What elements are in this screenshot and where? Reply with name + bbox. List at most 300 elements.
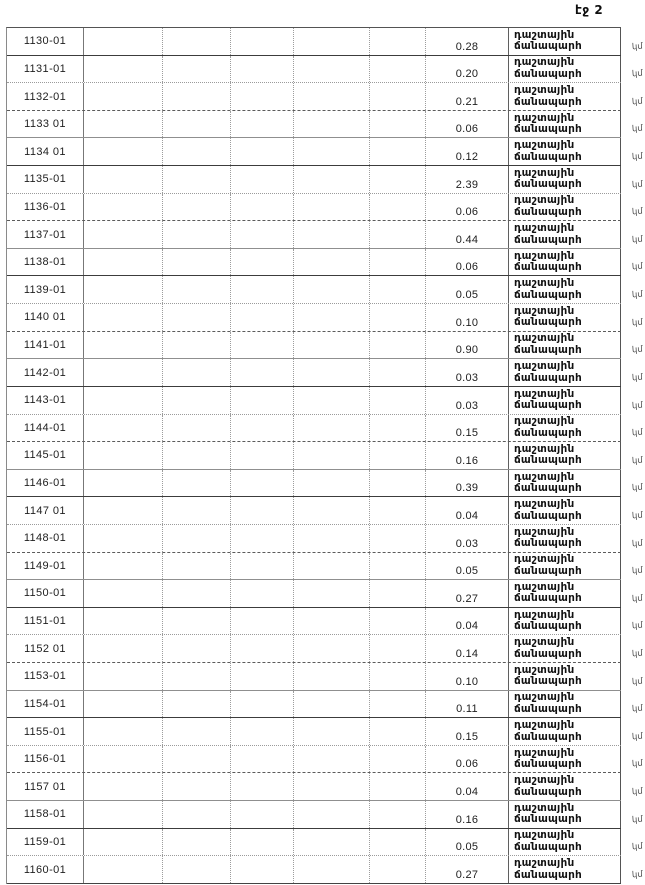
row-value: 0.44 <box>455 233 479 246</box>
road-type-cell <box>509 691 621 718</box>
road-type-line2: ճանապարհ <box>514 730 582 743</box>
empty-cell-1 <box>84 525 163 552</box>
road-type-cell <box>509 304 621 331</box>
unit-label: կմ <box>631 676 644 687</box>
road-type-line1: դաշտային <box>514 580 575 593</box>
row-id-cell <box>7 387 84 414</box>
road-type-line2: ճանապարհ <box>514 868 582 881</box>
empty-cell-1 <box>84 276 163 303</box>
row-id-cell <box>7 718 84 745</box>
road-type-line2: ճանապարհ <box>514 40 582 53</box>
row-value: 0.28 <box>455 40 479 53</box>
road-type-cell <box>509 497 621 524</box>
unit-label: կմ <box>631 869 644 881</box>
empty-cell-1 <box>84 746 163 773</box>
row-value: 0.04 <box>455 509 479 522</box>
empty-cell-3 <box>231 635 294 662</box>
unit-label: կմ <box>631 151 644 163</box>
row-id: 1148-01 <box>23 532 67 545</box>
road-type-line1: դաշտային <box>514 636 575 649</box>
empty-cell-5 <box>370 663 426 690</box>
unit-label: կմ <box>631 234 644 246</box>
empty-cell-1 <box>84 359 163 386</box>
unit-label: կմ <box>631 538 644 549</box>
empty-cell-5 <box>370 580 426 607</box>
road-type-line2: ճանապարհ <box>514 785 582 798</box>
row-id: 1152 01 <box>24 642 66 655</box>
row-id-cell <box>7 746 84 773</box>
row-value-cell <box>426 608 509 635</box>
table-row <box>7 249 644 277</box>
road-type-line1: դաշտային <box>514 857 575 870</box>
row-value-cell <box>426 304 509 331</box>
row-id: 1160-01 <box>23 863 67 876</box>
unit-label: կմ <box>631 372 644 384</box>
empty-cell-3 <box>231 276 294 303</box>
empty-cell-3 <box>231 359 294 386</box>
empty-cell-5 <box>370 773 426 800</box>
empty-cell-3 <box>231 663 294 690</box>
row-id-cell <box>7 801 84 828</box>
row-id: 1139-01 <box>23 283 67 296</box>
unit-label: կմ <box>631 206 644 218</box>
road-type-line2: ճանապարհ <box>514 67 582 80</box>
empty-cell-1 <box>84 470 163 497</box>
road-type-line2: ճանապարհ <box>514 261 582 274</box>
row-id-cell <box>7 635 84 662</box>
row-value: 0.11 <box>456 703 478 716</box>
row-value-cell <box>426 801 509 828</box>
empty-cell-5 <box>370 138 426 165</box>
unit-label: կմ <box>631 455 644 467</box>
row-id: 1144-01 <box>23 421 67 434</box>
road-type-line1: դաշտային <box>514 387 575 400</box>
road-type-line1: դաշտային <box>514 525 575 538</box>
empty-cell-3 <box>231 304 294 331</box>
unit-label: կմ <box>631 41 644 52</box>
row-id-cell <box>7 691 84 718</box>
empty-cell-4 <box>294 525 370 552</box>
empty-cell-4 <box>294 387 370 414</box>
table-row <box>7 829 644 857</box>
empty-cell-4 <box>294 718 370 745</box>
empty-cell-3 <box>231 470 294 497</box>
empty-cell-4 <box>294 138 370 165</box>
empty-cell-1 <box>84 718 163 745</box>
row-id: 1130-01 <box>23 35 67 48</box>
road-type-cell <box>509 221 621 248</box>
empty-cell-5 <box>370 525 426 552</box>
empty-cell-2 <box>163 691 231 718</box>
empty-cell-3 <box>231 28 294 55</box>
row-value-cell <box>426 691 509 718</box>
empty-cell-5 <box>370 111 426 138</box>
empty-cell-2 <box>163 387 231 414</box>
row-value: 0.15 <box>455 730 479 743</box>
empty-cell-5 <box>370 359 426 386</box>
empty-cell-2 <box>163 553 231 580</box>
empty-cell-4 <box>294 221 370 248</box>
row-id: 1134 01 <box>24 145 66 158</box>
empty-cell-3 <box>231 221 294 248</box>
road-type-line2: ճանապարհ <box>514 840 582 853</box>
table-row <box>7 194 644 222</box>
unit-label: կմ <box>631 482 644 494</box>
row-value: 0.06 <box>455 758 479 771</box>
road-type-line1: դաշտային <box>514 83 575 96</box>
empty-cell-5 <box>370 718 426 745</box>
empty-cell-4 <box>294 691 370 718</box>
table-row <box>7 221 644 249</box>
row-value: 0.10 <box>455 316 479 329</box>
unit-label: կմ <box>631 400 644 411</box>
empty-cell-2 <box>163 801 231 828</box>
empty-cell-3 <box>231 691 294 718</box>
road-type-line1: դաշտային <box>514 718 575 731</box>
road-type-cell <box>509 83 621 110</box>
road-type-line1: դաշտային <box>514 774 575 787</box>
row-id: 1131-01 <box>23 62 67 75</box>
unit-label: կմ <box>631 786 644 798</box>
empty-cell-3 <box>231 249 294 276</box>
empty-cell-5 <box>370 28 426 55</box>
table-row <box>7 746 644 774</box>
table-row <box>7 56 644 84</box>
road-type-line1: դաշտային <box>514 28 575 41</box>
empty-cell-1 <box>84 829 163 856</box>
table-row <box>7 525 644 553</box>
empty-cell-2 <box>163 332 231 359</box>
row-id-cell <box>7 470 84 497</box>
empty-cell-5 <box>370 801 426 828</box>
row-id: 1133 01 <box>24 118 66 131</box>
unit-label: կմ <box>631 262 644 273</box>
road-type-line1: դաշտային <box>514 360 575 373</box>
empty-cell-3 <box>231 525 294 552</box>
empty-cell-3 <box>231 608 294 635</box>
empty-cell-4 <box>294 304 370 331</box>
road-type-cell <box>509 166 621 193</box>
row-value: 0.03 <box>455 399 479 412</box>
row-id-cell <box>7 856 84 883</box>
empty-cell-2 <box>163 359 231 386</box>
row-id: 1147 01 <box>24 504 66 517</box>
row-id-cell <box>7 332 84 359</box>
road-type-line2: ճանապարհ <box>514 647 582 660</box>
row-value-cell <box>426 332 509 359</box>
empty-cell-1 <box>84 194 163 221</box>
empty-cell-1 <box>84 663 163 690</box>
row-id-cell <box>7 83 84 110</box>
table-row <box>7 276 644 304</box>
empty-cell-5 <box>370 194 426 221</box>
road-type-cell <box>509 608 621 635</box>
table-row <box>7 166 644 194</box>
row-value-cell <box>426 83 509 110</box>
empty-cell-3 <box>231 387 294 414</box>
row-id-cell <box>7 442 84 469</box>
road-list-table <box>6 27 644 884</box>
road-type-line2: ճանապարհ <box>514 564 582 577</box>
table-row <box>7 359 644 387</box>
road-type-line2: ճանապարհ <box>514 675 582 688</box>
empty-cell-4 <box>294 359 370 386</box>
road-type-cell <box>509 442 621 469</box>
row-value-cell <box>426 525 509 552</box>
road-type-cell <box>509 580 621 607</box>
row-id: 1150-01 <box>23 587 67 600</box>
empty-cell-3 <box>231 497 294 524</box>
table-row <box>7 801 644 829</box>
empty-cell-4 <box>294 194 370 221</box>
empty-cell-3 <box>231 746 294 773</box>
empty-cell-5 <box>370 691 426 718</box>
empty-cell-2 <box>163 746 231 773</box>
row-id: 1149-01 <box>23 559 67 572</box>
row-value: 0.04 <box>455 620 479 633</box>
empty-cell-4 <box>294 553 370 580</box>
row-value: 0.16 <box>455 454 479 467</box>
empty-cell-1 <box>84 249 163 276</box>
empty-cell-2 <box>163 856 231 883</box>
row-id: 1146-01 <box>23 477 67 490</box>
road-type-cell <box>509 856 621 883</box>
row-id-cell <box>7 773 84 800</box>
empty-cell-4 <box>294 773 370 800</box>
empty-cell-4 <box>294 746 370 773</box>
empty-cell-2 <box>163 276 231 303</box>
table-row <box>7 304 644 332</box>
table-row <box>7 415 644 443</box>
row-value: 0.21 <box>455 95 479 108</box>
table-row <box>7 470 644 498</box>
empty-cell-3 <box>231 332 294 359</box>
unit-label: կմ <box>631 68 644 80</box>
empty-cell-4 <box>294 442 370 469</box>
row-id: 1155-01 <box>23 725 67 738</box>
empty-cell-2 <box>163 608 231 635</box>
road-type-line1: դաշտային <box>514 801 575 814</box>
road-type-cell <box>509 829 621 856</box>
empty-cell-5 <box>370 856 426 883</box>
empty-cell-4 <box>294 470 370 497</box>
table-row <box>7 497 644 525</box>
empty-cell-1 <box>84 332 163 359</box>
road-type-cell <box>509 249 621 276</box>
row-id: 1138-01 <box>23 256 67 269</box>
unit-label: կմ <box>631 179 644 191</box>
unit-label: կմ <box>631 814 644 826</box>
row-id-cell <box>7 553 84 580</box>
row-id-cell <box>7 829 84 856</box>
row-value-cell <box>426 635 509 662</box>
empty-cell-3 <box>231 194 294 221</box>
empty-cell-1 <box>84 801 163 828</box>
table-row <box>7 773 644 801</box>
empty-cell-2 <box>163 718 231 745</box>
empty-cell-4 <box>294 111 370 138</box>
empty-cell-1 <box>84 608 163 635</box>
empty-cell-4 <box>294 829 370 856</box>
table-row <box>7 332 644 360</box>
table-row <box>7 635 644 663</box>
road-type-line2: ճանապարհ <box>514 371 582 384</box>
empty-cell-2 <box>163 470 231 497</box>
row-value: 0.14 <box>455 648 479 661</box>
road-type-cell <box>509 553 621 580</box>
empty-cell-4 <box>294 415 370 442</box>
row-value-cell <box>426 580 509 607</box>
row-id: 1137-01 <box>23 228 67 241</box>
row-id-cell <box>7 663 84 690</box>
unit-label: կմ <box>631 96 644 108</box>
row-value-cell <box>426 194 509 221</box>
empty-cell-2 <box>163 525 231 552</box>
row-value-cell <box>426 773 509 800</box>
empty-cell-2 <box>163 635 231 662</box>
table-row <box>7 663 644 691</box>
row-value-cell <box>426 663 509 690</box>
road-type-cell <box>509 194 621 221</box>
empty-cell-4 <box>294 332 370 359</box>
empty-cell-4 <box>294 663 370 690</box>
table-row <box>7 553 644 581</box>
table-row <box>7 111 644 139</box>
unit-label: կմ <box>631 593 644 605</box>
row-value: 0.10 <box>455 675 479 688</box>
empty-cell-2 <box>163 829 231 856</box>
row-value: 0.90 <box>455 344 479 357</box>
row-id: 1143-01 <box>23 394 67 407</box>
road-type-line2: ճանապարհ <box>514 813 582 826</box>
empty-cell-1 <box>84 138 163 165</box>
row-value-cell <box>426 746 509 773</box>
road-type-line1: դաշտային <box>514 415 575 428</box>
empty-cell-4 <box>294 249 370 276</box>
empty-cell-1 <box>84 773 163 800</box>
row-value: 0.27 <box>455 868 479 881</box>
road-type-cell <box>509 415 621 442</box>
empty-cell-1 <box>84 635 163 662</box>
row-value: 0.06 <box>455 206 479 219</box>
road-type-line2: ճանապարհ <box>514 426 582 439</box>
unit-label: կմ <box>631 759 644 770</box>
row-id-cell <box>7 28 84 55</box>
empty-cell-3 <box>231 138 294 165</box>
road-type-cell <box>509 56 621 83</box>
row-id: 1132-01 <box>23 90 67 103</box>
row-id: 1159-01 <box>23 835 67 848</box>
row-value: 0.39 <box>455 482 479 495</box>
row-id: 1136-01 <box>23 200 67 213</box>
road-type-line1: դաշտային <box>514 553 575 566</box>
row-value: 0.03 <box>455 537 479 550</box>
unit-label: կմ <box>631 703 644 715</box>
empty-cell-1 <box>84 166 163 193</box>
empty-cell-1 <box>84 304 163 331</box>
empty-cell-3 <box>231 829 294 856</box>
empty-cell-5 <box>370 221 426 248</box>
road-type-line1: դաշտային <box>514 829 575 842</box>
empty-cell-3 <box>231 415 294 442</box>
road-type-cell <box>509 525 621 552</box>
row-value-cell <box>426 497 509 524</box>
row-value-cell <box>426 387 509 414</box>
unit-label: կմ <box>631 621 644 632</box>
road-type-line2: ճանապարհ <box>514 316 582 329</box>
road-type-cell <box>509 359 621 386</box>
empty-cell-3 <box>231 442 294 469</box>
empty-cell-1 <box>84 580 163 607</box>
row-value: 0.05 <box>455 841 479 854</box>
empty-cell-2 <box>163 194 231 221</box>
row-id: 1157 01 <box>24 780 66 793</box>
table-row <box>7 28 644 56</box>
road-type-line2: ճանապարհ <box>514 702 582 715</box>
table-row <box>7 138 644 166</box>
empty-cell-1 <box>84 111 163 138</box>
empty-cell-4 <box>294 166 370 193</box>
road-type-line1: դաշտային <box>514 442 575 455</box>
road-type-line2: ճանապարհ <box>514 344 582 356</box>
empty-cell-3 <box>231 56 294 83</box>
row-value-cell <box>426 415 509 442</box>
row-value-cell <box>426 249 509 276</box>
row-id: 1145-01 <box>23 449 67 462</box>
road-type-cell <box>509 801 621 828</box>
empty-cell-1 <box>84 856 163 883</box>
road-type-line1: դաշտային <box>514 56 575 69</box>
empty-cell-3 <box>231 83 294 110</box>
row-id-cell <box>7 525 84 552</box>
road-type-line2: ճանապարհ <box>514 233 582 246</box>
empty-cell-2 <box>163 442 231 469</box>
empty-cell-2 <box>163 221 231 248</box>
road-type-line1: դաշտային <box>514 691 575 704</box>
row-value: 0.27 <box>455 592 479 605</box>
empty-cell-4 <box>294 276 370 303</box>
row-id: 1154-01 <box>23 697 67 710</box>
row-value: 0.05 <box>455 565 479 578</box>
road-type-line1: դաշտային <box>514 663 575 676</box>
row-id: 1153-01 <box>23 670 67 683</box>
empty-cell-5 <box>370 249 426 276</box>
row-id: 1158-01 <box>23 808 67 821</box>
empty-cell-2 <box>163 28 231 55</box>
row-value-cell <box>426 276 509 303</box>
row-id-cell <box>7 166 84 193</box>
empty-cell-2 <box>163 415 231 442</box>
row-id: 1141-01 <box>23 339 67 351</box>
row-value-cell <box>426 56 509 83</box>
road-type-line2: ճանապարհ <box>514 620 582 633</box>
row-id-cell <box>7 138 84 165</box>
row-value-cell <box>426 856 509 883</box>
row-value-cell <box>426 829 509 856</box>
row-id-cell <box>7 608 84 635</box>
road-type-line2: ճանապարհ <box>514 123 582 136</box>
empty-cell-4 <box>294 608 370 635</box>
row-id-cell <box>7 56 84 83</box>
row-value-cell <box>426 442 509 469</box>
row-value: 2.39 <box>455 178 479 191</box>
road-type-line1: դաշտային <box>514 746 575 759</box>
unit-label: կմ <box>631 317 644 329</box>
row-id-cell <box>7 249 84 276</box>
road-type-cell <box>509 332 621 359</box>
road-type-line2: ճանապարհ <box>514 758 582 771</box>
table-row <box>7 718 644 746</box>
